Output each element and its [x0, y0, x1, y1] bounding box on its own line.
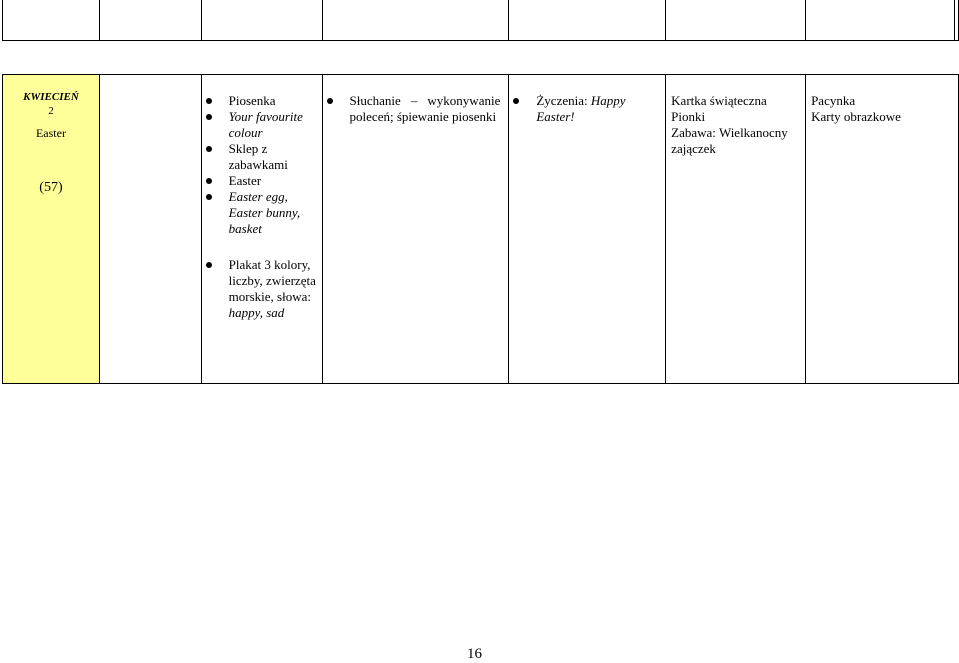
table-cell [3, 0, 100, 41]
listening-list [323, 93, 509, 125]
lesson-plan-table [2, 74, 959, 384]
wishes-label: Życzenia: [536, 93, 588, 108]
activity-item: Kartka świąteczna [671, 93, 767, 108]
table-cell [201, 0, 322, 41]
month-name: KWIECIEŃ [23, 91, 79, 103]
list-item: Easter egg, Easter bunny, basket [202, 189, 322, 237]
poster-list [202, 257, 322, 321]
list-item: Your favourite colour [202, 109, 322, 141]
materials-cell [806, 75, 959, 384]
page-number: 16 [467, 646, 482, 662]
list-item: Słuchanie – wykonywanie poleceń; śpiewanie piosenki [323, 93, 509, 125]
table-cell [954, 0, 958, 41]
table-cell [666, 0, 806, 41]
table-row [3, 75, 959, 384]
month-number: 2 [48, 105, 54, 117]
vocabulary-cell [201, 75, 322, 384]
material-item: Karty obrazkowe [811, 109, 901, 124]
list-item: Sklep z zabawkami [202, 141, 322, 173]
table-cell [322, 0, 509, 41]
list-item: Piosenka [202, 93, 322, 109]
poster-words: happy, sad [228, 305, 285, 320]
wishes-value: Happy Easter! [536, 93, 626, 124]
listening-cell [322, 75, 509, 384]
table-cell [509, 0, 666, 41]
list-item: Easter [202, 173, 322, 189]
activity-item: Zabawa: Wielkanocny zajączek [671, 125, 788, 156]
list-item [202, 257, 322, 321]
list-item [509, 93, 665, 125]
poster-text: Plakat 3 kolory, liczby, zwierzęta morskie, słowa: [228, 257, 316, 304]
activity-item: Pionki [671, 109, 706, 124]
table-cell [99, 0, 201, 41]
activities-cell [666, 75, 806, 384]
top-table-fragment [2, 0, 959, 41]
month-cell [3, 75, 100, 384]
topic-title: Easter [35, 126, 66, 140]
material-item: Pacynka [811, 93, 856, 108]
vocabulary-list [202, 93, 322, 237]
table-cell [806, 0, 955, 41]
table-row [3, 0, 959, 41]
lesson-count: (57) [39, 180, 63, 195]
empty-cell [99, 75, 201, 384]
wishes-list [509, 93, 665, 125]
wishes-cell [509, 75, 666, 384]
